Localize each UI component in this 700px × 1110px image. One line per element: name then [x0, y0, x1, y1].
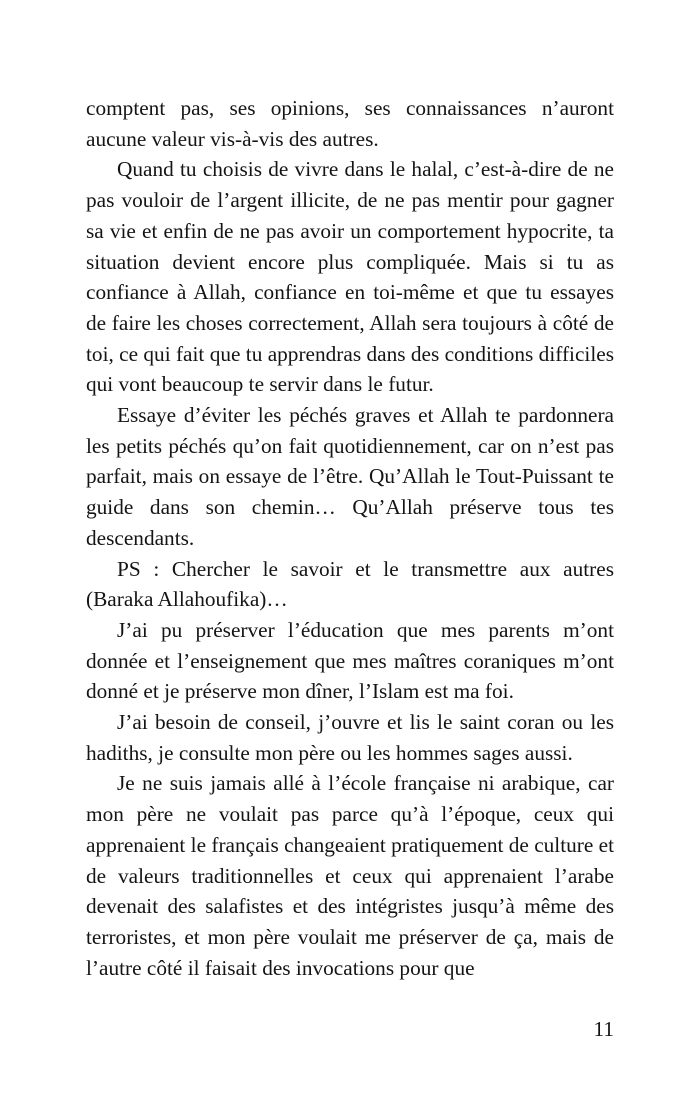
paragraph-peches: Essaye d’éviter les péchés graves et Allah te pardonnera les petits péchés qu’on fait quotidiennement, car on n’est pas parfait, mais on essaye de l’être. Qu’Allah le Tout-Puissant te guide dans son chemin… Qu’Allah préserve tous tes descendants. — [86, 403, 614, 550]
paragraph-conseil: J’ai besoin de conseil, j’ouvre et lis le saint coran ou les hadiths, je consulte mon père ou les hommes sages aussi. — [86, 710, 614, 765]
page-body — [86, 93, 614, 983]
paragraph-halal: Quand tu choisis de vivre dans le halal, c’est-à-dire de ne pas vouloir de l’argent illicite, de ne pas mentir pour gagner sa vie et enfin de ne pas avoir un comportement hypocrite, ta situation devient encore plus compliquée. Mais si tu as confiance à Allah, confiance en toi-même et que tu essayes de faire les choses correctement, Allah sera toujours à côté de toi, ce qui fait que tu apprendras dans des conditions difficiles qui vont beaucoup te servir dans le futur. — [86, 157, 614, 397]
paragraph-ps: PS : Chercher le savoir et le transmettre aux autres (Baraka Allahoufika)… — [86, 556, 614, 612]
page-number: 11 — [593, 1017, 614, 1041]
paragraph-continuation: comptent pas, ses opinions, ses connaissances n’auront aucune valeur vis-à-vis des autres. — [86, 96, 614, 151]
paragraph-ecole: Je ne suis jamais allé à l’école française ni arabique, car mon père ne voulait pas parce qu’à l’époque, ceux qui apprenaient le français changeaient pratiquement de culture et de valeurs traditionnelles et ceux qui apprenaient l’arabe devenait des salafistes et des intégristes jusqu’à même des terroristes, et mon père voulait me préserver de ça, mais de l’autre côté il faisait des invocations pour que — [86, 771, 615, 980]
paragraph-education: J’ai pu préserver l’éducation que mes parents m’ont donnée et l’enseignement que mes maîtres coraniques m’ont donné et je préserve mon dîner, l’Islam est ma foi. — [86, 617, 614, 704]
